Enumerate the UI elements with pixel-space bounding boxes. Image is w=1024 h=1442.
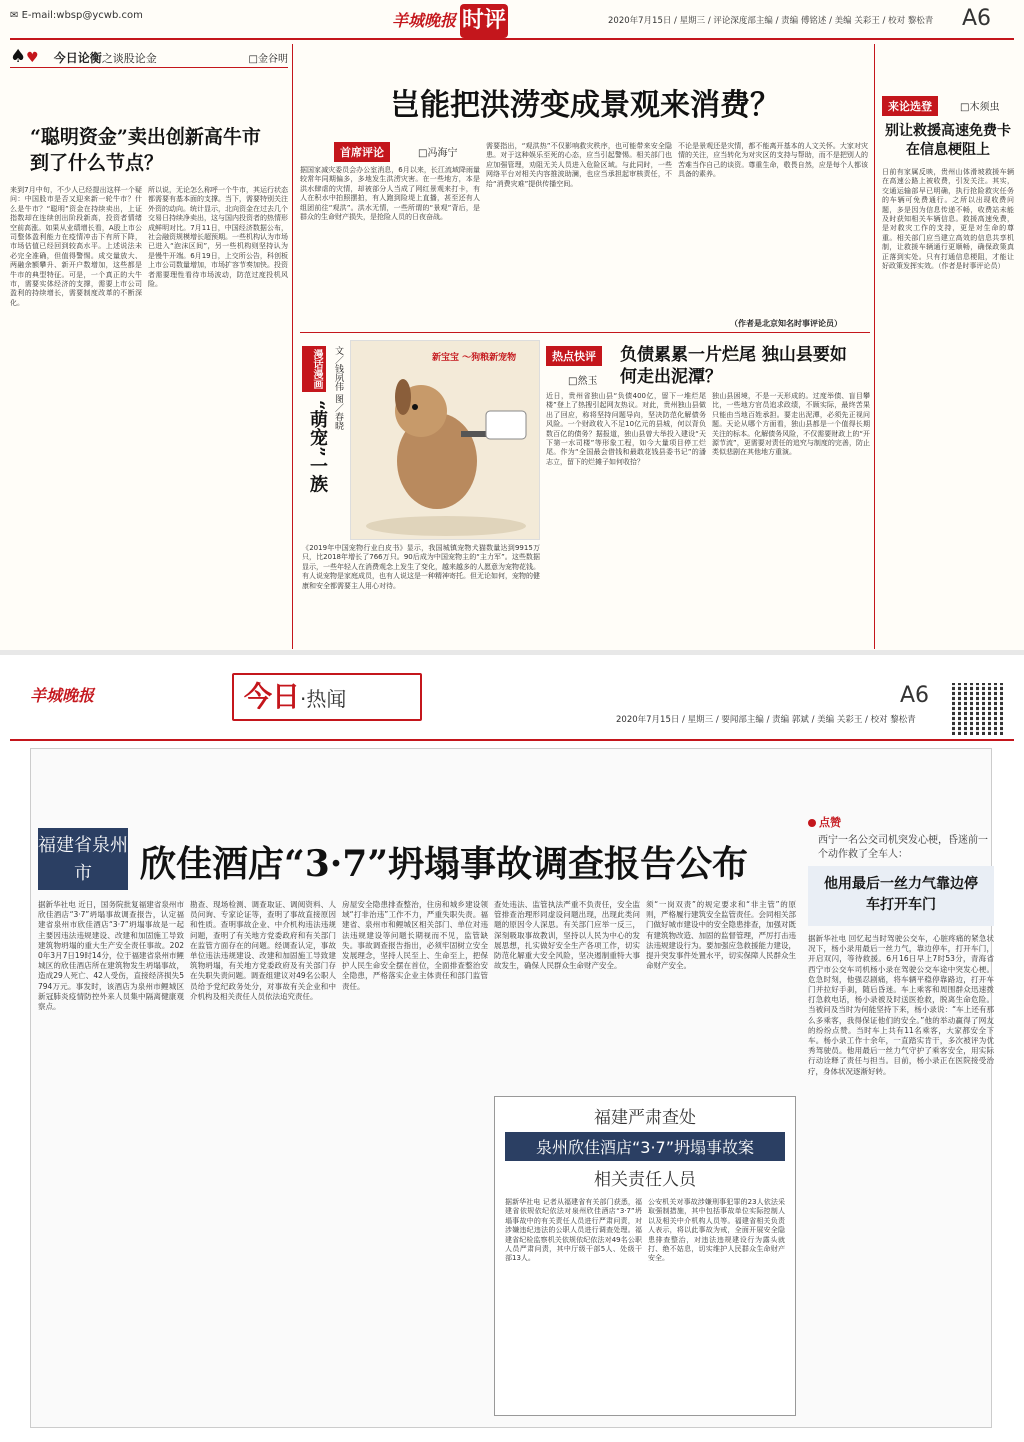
bottom-brand: 羊城晚报 [30,686,95,705]
main-article-sign: （作者是北京知名时事评论员） [730,319,842,328]
top-page [0,0,1024,655]
today-sub: 之谈股论金 [101,52,157,65]
news-col4: 查处违法、监管执法严重不负责任，安全监管排查治理形同虚设问题出现，出现此类问题的原因令人深思。有关部门应举一反三，深刻吸取事故教训，坚持以人民为中心的发展思想，扎实做好安全生产各项工作，切实防范化解重大安全风险，坚决遏制重特大事故发生，确保人民群众生命财产安全。 [494,900,640,971]
section-badge: 时评 [460,4,508,38]
heart-icon: ♥ [26,50,39,66]
comic-text: 《2019年中国宠物行业白皮书》显示，我国城镇宠物犬猫数量达到9915万只，比2018年增长了766万只。90后成为中国宠物主的“主力军”。这些数据显示，一些年轻人在消费观念上发生了变化，越来越多的人愿意为宠物花钱。有人说宠物是家庭成员，也有人说这是一种精神寄托。但无论如何，宠物的健康和安全都需要主人用心对待。 [302,544,540,590]
sub-col1: 据新华社电 记者从福建省有关部门获悉，福建省依规依纪依法对泉州欣佳酒店“3·7”坍塌事故中的有关责任人员进行严肃问责，对涉嫌违纪违法的公职人员进行调查处理。福建省纪检监察机关依规依纪依法对49名公职人员严肃问责，其中厅级干部5人、处级干部13人。 [505,1198,642,1263]
left-article-title: “聪明资金”卖出创新高牛市到了什么节点？ [30,126,261,174]
comic-tag: 漫话漫画 [302,346,326,392]
location-text: 福建省泉州市 [38,835,128,884]
qr-code-icon[interactable] [952,683,1004,735]
mail-icon: ✉ [10,10,22,21]
main-article-col2: 需要指出，“观洪热”不仅影响救灾秩序，也可能带来安全隐患。对于这种娱乐至死的心态，应当引起警惕。相关部门也应加强管理，劝阻无关人员进入危险区域。与此同时，一些网络平台对相关内容推波助澜，也应当承担起审核责任，不给“消费灾难”提供传播空间。 [486,142,672,188]
bullet-icon [808,819,816,827]
main-divider [300,332,870,333]
right-text: 据新华社电 回忆起当时驾驶公交车，心脏疼痛的紧急状况下，杨小录用最后一丝力气，靠边停车，打开车门，开启双闪，等待救援。6月16日早上7时53分，青海省西宁市公交车司机杨小录在驾驶公交车途中突发心梗。危急时刻，他强忍剧痛，将车辆平稳停靠路边，打开车门并拉好手刹，随后昏迷。车上乘客和周围群众迅速拨打急救电话，杨小录被及时送医抢救，脱离生命危险。当被问及当时为何能坚持下来，杨小录说：“车上还有那么多乘客，我得保证他们的安全。”他的举动赢得了网友的纷纷点赞。当时车上共有11名乘客，大家都安全下车。杨小录工作十余年，一直踏实肯干，多次被评为优秀驾驶员。他用最后一丝力气守护了乘客安全，用实际行动诠释了责任与担当。目前，杨小录正在医院接受治疗，身体状况逐渐好转。 [808,934,994,1076]
email-address: E-mail:wbsp@ycwb.com [21,10,143,21]
news-col5: 须“一岗双责”的规定要求和“非主管”的原则，严格履行建筑安全监管责任。会同相关部门做好城市建设中的安全隐患排查，加强对既有建筑物改造、加固的监督管理，严厉打击违法违规建设行为。要加强应急救援能力建设，提升突发事件处置水平，切实保障人民群众生命财产安全。 [646,900,796,971]
main-article-col1: 据国家减灾委员会办公室消息，6月以来，长江流域降雨量较常年同期偏多，多地发生洪涝灾害。在一些地方，本是洪水肆虐的灾情，却被部分人当成了网红景观来打卡，有人在积水中拍照摆拍，有人跑到险堤上直播，甚至还有人组团前往“观洪”。洪水无情，一些所谓的“景观”背后，是群众的生命财产损失，是抢险人员的日夜奋战。 [300,166,480,222]
section-sub: ·热闻 [300,687,347,711]
comic-credit: 文／钱夙伟 图／春晓 [333,346,343,430]
bottom-date-line: 2020年7月15日 / 星期三 / 要闻部主编 / 责编 郭斌 / 美编 关彩王 / 校对 黎松青 [616,715,916,725]
right-title: 他用最后一丝力气靠边停车打开车门 [824,876,978,913]
bottom-page-number: A6 [900,683,930,708]
top-rule [10,38,1014,40]
email-line [10,10,143,21]
right-tag-row [808,814,841,830]
main-article-col3: 不论是景观还是灾情，都不能离开基本的人文关怀。大家对灾情的关注，应当转化为对灾区的支持与帮助，而不是把别人的苦难当作自己的谈资。尊重生命，敬畏自然，应是每个人都该具备的素养。 [678,142,868,179]
top-brand: 羊城晚报 [392,11,457,30]
sub-title-1: 福建严肃查处 [594,1108,696,1128]
sub-story-box [494,1096,796,1416]
today-author: □金谷明 [248,54,288,65]
main-article-title: 岂能把洪涝变成景观来消费？ [390,88,780,123]
bottom-section-box [232,673,422,721]
today-label: 今日论衡 [53,51,102,65]
news-col3: 房屋安全隐患排查整治，住房和城乡建设领域“打非治违”工作不力，严重失职失责。福建省、泉州市和鲤城区相关部门、单位对违法违规建设等问题长期视而不见，监管缺失。事故调查报告指出，必须牢固树立安全发展理念，坚持人民至上、生命至上，把保护人民生命安全摆在首位，全面排查整治安全隐患，严格落实企业主体责任和部门监管责任。 [342,900,488,991]
sub-col2: 公安机关对事故涉嫌刑事犯罪的23人依法采取强制措施，其中包括事故单位实际控制人以及相关中介机构人员等。福建省相关负责人表示，将以此事故为戒，全面开展安全隐患排查整治，对违法违规建设行为露头就打、绝不姑息，切实维护人民群众生命财产安全。 [648,1198,785,1263]
rec-author: □木须虫 [960,102,1000,113]
sub-title-3: 相关责任人员 [594,1170,696,1190]
left-article-col2: 所以说，无论怎么称呼一个牛市，其运行状态都需要有基本面的支撑。当下，需要特别关注外资的动向。统计显示，北向资金在过去几个交易日持续净卖出，这与国内投资者的热情形成鲜明对比。7月11日，中国经济数据公布，社会融资规模增长超预期。一些机构认为市场已进入“泡沫区间”，另一些机构则坚持认为是慢牛开端。6月19日，上交所公告，科创板上市公司数量增加，市场扩容节奏加快。投资者需要理性看待市场波动，防范过度投机风险。 [148,186,288,289]
rec-title: 别让救援高速免费卡在信息梗阻上 [885,123,1011,158]
right-lead: 西宁一名公交司机突发心梗，昏迷前一个动作救了全车人： [818,835,988,860]
right-divider [874,44,875,649]
sub-title-2: 泉州欣佳酒店“3·7”坍塌事故案 [505,1132,785,1161]
dog-cartoon-icon [351,341,541,541]
location-badge [38,828,128,890]
comic-illustration [350,340,540,540]
right-tag: 点赞 [819,816,841,829]
first-comment-tag: 首席评论 [334,142,390,162]
right-title-box [808,866,994,926]
first-comment-author: □冯海宁 [418,148,458,159]
comic-title: “萌宠”一族 [307,400,328,493]
section-main: 今日 [244,680,301,713]
top-date-line: 2020年7月15日 / 星期三 / 评论深度部主编 / 责编 傅铭述 / 美编 关彩王 / 校对 黎松青 [608,16,934,26]
bottom-rule [10,739,1014,741]
hot-title: 负债累累一片烂尾 独山县要如何走出泥潭？ [620,345,847,387]
left-divider [292,44,293,649]
left-article-col1: 来到7月中旬，不少人已经提出这样一个疑问：中国股市是否又迎来新一轮牛市？什么是牛市？“聪明”资金在持续卖出，上证指数却在连续创出阶段新高，投资者情绪空前高涨。如果从业绩增长看，A股上市公司整体盈利能力在疫情冲击下有所下降，市场估值已经回到较高水平。上述说法未必完全准确，但值得警惕。成交量放大、两融余额攀升、新开户数增加，这些都是牛市的典型特征。可是，一个真正的大牛市，需要实体经济的支撑，需要上市公司盈利的持续增长，需要制度改革的不断深化。 [10,186,142,307]
hot-tag: 热点快评 [546,346,602,366]
hot-author: □然玉 [568,376,598,387]
news-col1: 据新华社电 近日，国务院批复福建省泉州市欣佳酒店“3·7”坍塌事故调查报告，认定福建省泉州市欣佳酒店“3·7”坍塌事故是一起主要因违法违规建设、改建和加固施工导致建筑物坍塌的重大生产安全责任事故。2020年3月7日19时14分，位于福建省泉州市鲤城区的欣佳酒店所在建筑物发生坍塌事故，造成29人死亡、42人受伤，直接经济损失5794万元。事发时，该酒店为泉州市鲤城区新冠肺炎疫情防控外来人员集中隔离健康观察点。 [38,900,184,1012]
bottom-headline: 欣佳酒店“3·7”坍塌事故调查报告公布 [140,843,749,885]
hot-col1: 近日，贵州省独山县“负债400亿，留下一堆烂尾楼”登上了热搜引起网友热议。对此，贵州独山县做出了回应，称将坚持问题导向，坚决防范化解债务风险。一个财政收入不足10亿元的县城，何以背负数百亿的债务？据报道，独山县曾大举投入建设“天下第一水司楼”等形象工程，如今大量项目停工烂尾。作为“全国最会借钱和最敢花钱县委书记”的潘志立，留下的烂摊子如何收拾？ [546,392,706,466]
hot-col2: 独山县困境，不是一天形成的。过度举债、盲目攀比，一些地方官员追求政绩，不顾实际，最终苦果只能由当地百姓承担。要走出泥潭，必须先正视问题。天论从哪个方面看，独山县都是一个值得长期关注的标本。化解债务风险，不仅需要财政上的“开源节流”，更需要对责任的追究与制度的完善，防止类似悲剧在其他地方重演。 [712,392,870,457]
today-bar [10,46,288,68]
rec-text: 日前有家属反映，贵州山体滑坡救援车辆在高速公路上被收费，引发关注。其实，交通运输部早已明确，执行抢险救灾任务的车辆可免费通行。之所以出现收费问题，多是因为信息传递不畅，收费站未能及时获知相关车辆信息。救援高速免费，是对救灾工作的支持，更是对生命的尊重。相关部门应当建立高效的信息共享机制，让救援车辆通行更顺畅，确保政策真正落到实处。只有打通信息梗阻，才能让好政策发挥实效。（作者是时事评论员） [882,168,1014,271]
rec-tag: 来论选登 [882,96,938,116]
top-page-number: A6 [962,6,992,31]
poker-icon: ♠ [10,46,27,67]
comic-caption: 新宝宝 ～狗粮新宠物 [432,353,517,363]
news-col2: 勘查、现场检测、调查取证、调阅资料、人员问询、专家论证等，查明了事故直接原因和性质。查明事故企业、中介机构违法违规问题，查明了有关地方党委政府和有关部门在监管方面存在的问题。经调查认定，事故单位违法违规建设、改建和加固施工导致建筑物坍塌，有关地方党委政府及有关部门存在失职失责问题。调查组建议对49名公职人员给予党纪政务处分，对事故有关企业和中介机构及相关责任人员依法追究责任。 [190,900,336,1001]
